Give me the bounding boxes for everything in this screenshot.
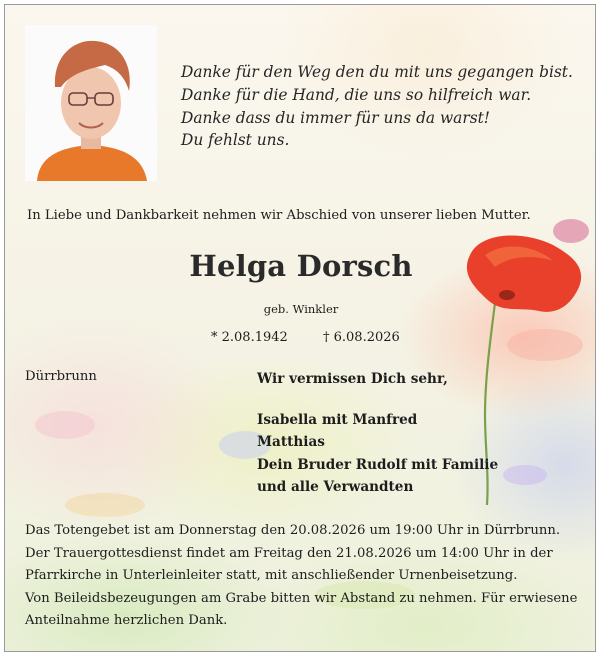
blossom-magenta (553, 219, 589, 243)
place-name: Dürrbrunn (25, 369, 97, 384)
mourner-name: Isabella mit Manfred (257, 411, 418, 428)
quote-verse (181, 61, 581, 152)
notice-line: Anteilnahme herzlichen Dank. (25, 613, 228, 629)
mourners-block (257, 368, 498, 499)
notice-line: Der Trauergottesdienst findet am Freitag den 21.08.2026 um 14:00 Uhr in der (25, 545, 553, 561)
obituary-card (4, 4, 596, 652)
quote-line: Du fehlst uns. (181, 131, 290, 150)
mourner-name: und alle Verwandten (257, 479, 414, 496)
birth-date: * 2.08.1942 (211, 330, 288, 345)
poppy-center (499, 290, 515, 300)
blossom-pink (507, 329, 583, 361)
notice-line: Das Totengebet ist am Donnerstag den 20.08.2026 um 19:00 Uhr in Dürrbrunn. (25, 523, 561, 538)
mourner-name: Dein Bruder Rudolf mit Familie (257, 456, 499, 473)
blossom-pink (35, 411, 95, 439)
birth-name: geb. Winkler (263, 302, 339, 316)
intro-text: In Liebe und Dankbarkeit nehmen wir Abschied von unserer lieben Mutter. (27, 208, 531, 223)
blossom-yellow (65, 493, 145, 517)
quote-line: Danke dass du immer für uns da warst! (181, 108, 490, 127)
notice-line: Von Beileidsbezeugungen am Grabe bitten wir Abstand zu nehmen. Für erwiesene (25, 590, 578, 606)
quote-line: Danke für die Hand, die uns so hilfreich war. (181, 85, 532, 104)
mourners-heading: Wir vermissen Dich sehr, (257, 371, 448, 387)
death-date: † 6.08.2026 (323, 330, 400, 345)
deceased-name: Helga Dorsch (189, 249, 413, 283)
portrait-icon (25, 25, 157, 181)
notice-line: Pfarrkirche in Unterleinleiter statt, mit anschließender Urnenbeisetzung. (25, 568, 518, 584)
mourner-name: Matthias (257, 434, 325, 451)
service-notice (25, 520, 585, 633)
blossom-blue (503, 465, 547, 485)
portrait-photo (25, 25, 157, 181)
quote-line: Danke für den Weg den du mit uns gegangen bist. (181, 63, 573, 81)
